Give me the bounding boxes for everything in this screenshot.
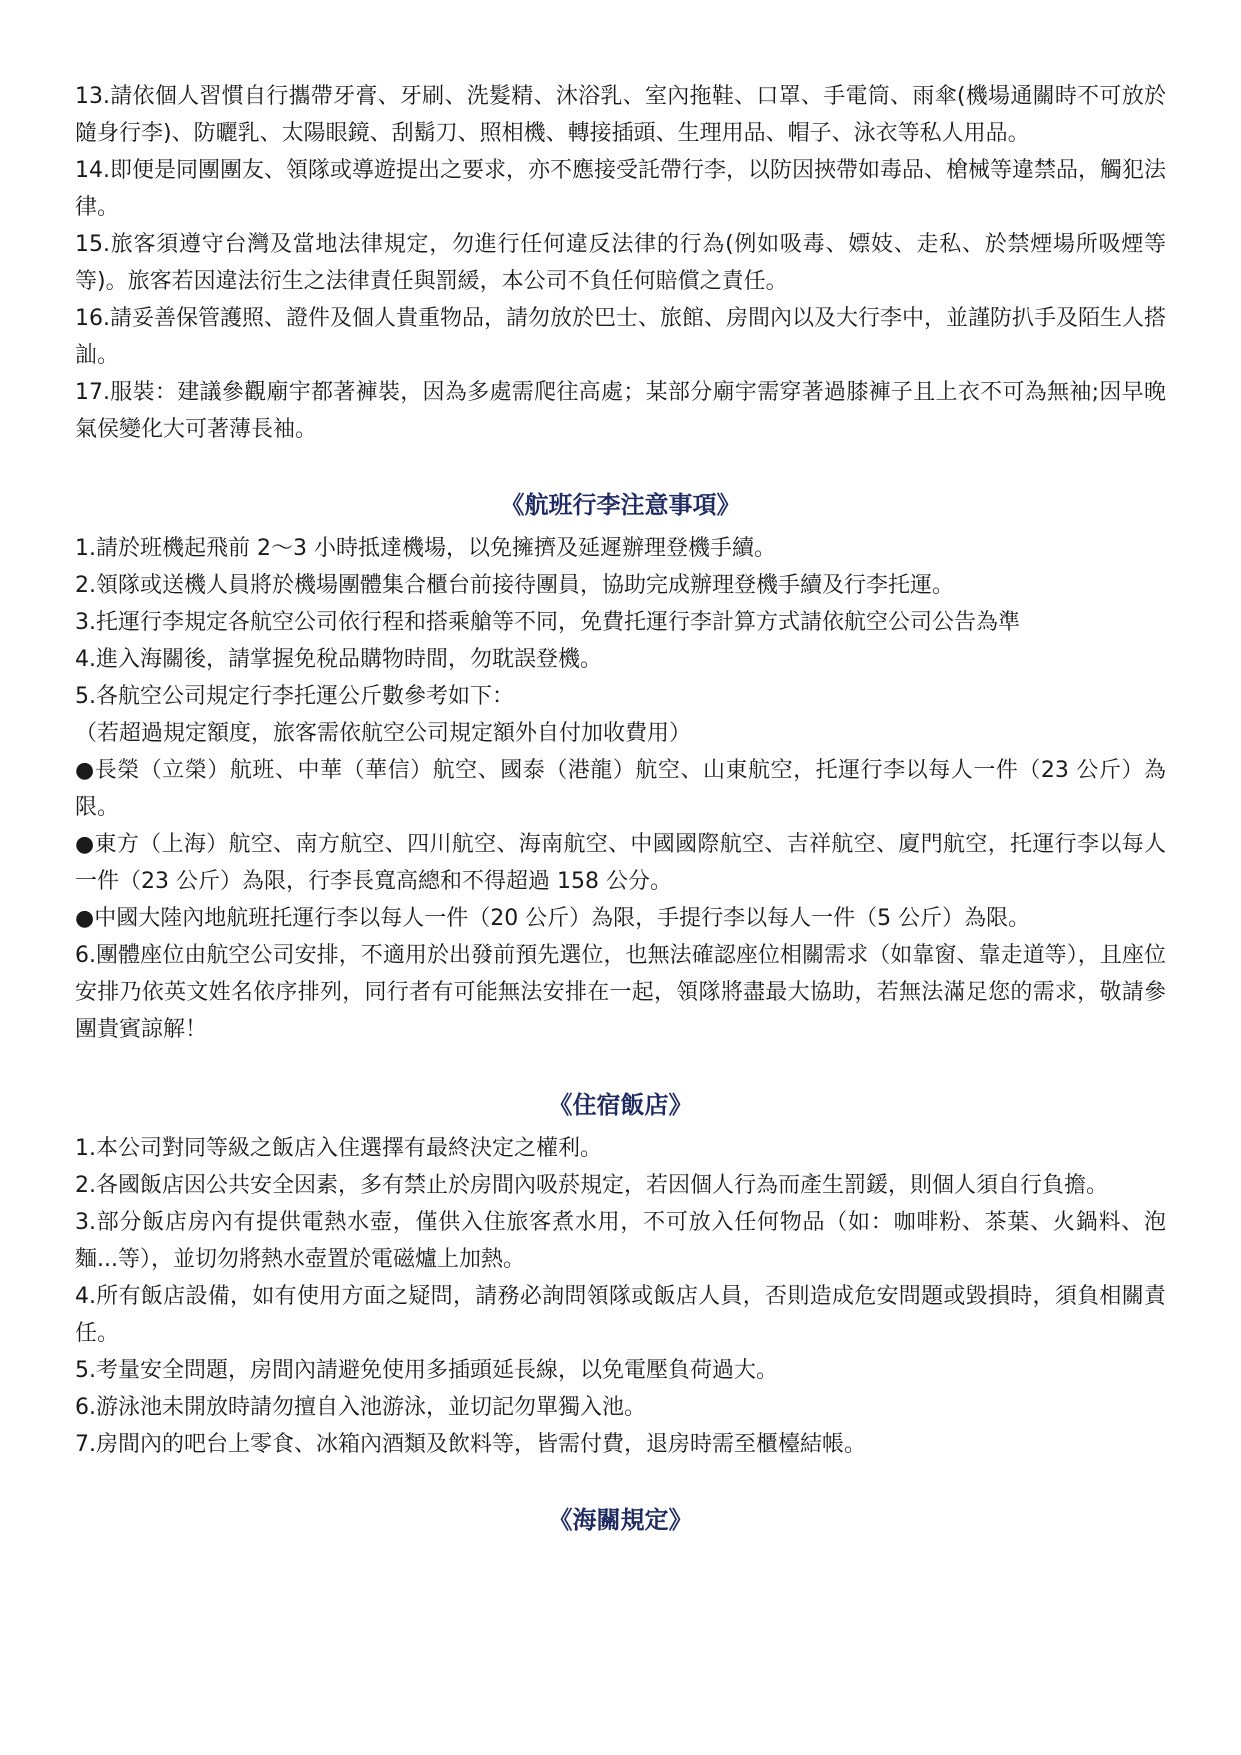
list-item: 3.托運行李規定各航空公司依行程和搭乘艙等不同，免費托運行李計算方式請依航空公司公告為準: [75, 610, 1020, 635]
document-page: [75, 78, 1166, 1545]
section-customs: [75, 1501, 1166, 1539]
list-item: 6.團體座位由航空公司安排，不適用於出發前預先選位，也無法確認座位相關需求（如靠窗、靠走道等），且座位安排乃依英文姓名依序排列，同行者有可能無法安排在一起，領隊將盡最大協助，若無法滿足您的需求，敬請參團貴賓諒解！: [75, 943, 1166, 1042]
list-item: 14.即便是同團團友、領隊或導遊提出之要求，亦不應接受託帶行李，以防因挾帶如毒品、槍械等違禁品，觸犯法律。: [75, 158, 1166, 220]
list-item: 1.本公司對同等級之飯店入住選擇有最終決定之權利。: [75, 1136, 602, 1161]
list-item: 5.考量安全問題，房間內請避免使用多插頭延長線，以免電壓負荷過大。: [75, 1358, 778, 1383]
list-item: 4.所有飯店設備，如有使用方面之疑問，請務必詢問領隊或飯店人員，否則造成危安問題或毀損時，須負相關責任。: [75, 1284, 1166, 1346]
section-general-notes: [75, 78, 1166, 448]
list-item: 13.請依個人習慣自行攜帶牙膏、牙刷、洗髮精、沐浴乳、室內拖鞋、口罩、手電筒、雨傘(機場通關時不可放於隨身行李)、防曬乳、太陽眼鏡、刮鬍刀、照相機、轉接插頭、生理用品、帽子、泳衣等私人用品。: [75, 84, 1166, 146]
list-item: 4.進入海關後，請掌握免稅品購物時間，勿耽誤登機。: [75, 647, 602, 672]
list-item: 5.各航空公司規定行李托運公斤數參考如下：: [75, 684, 514, 709]
list-item: 2.領隊或送機人員將於機場團體集合櫃台前接待團員，協助完成辦理登機手續及行李托運。: [75, 573, 954, 598]
list-item: ●中國大陸內地航班托運行李以每人一件（20 公斤）為限，手提行李以每人一件（5 公斤）為限。: [75, 906, 1031, 931]
list-item: 2.各國飯店因公共安全因素，多有禁止於房間內吸菸規定，若因個人行為而產生罰鍰，則個人須自行負擔。: [75, 1173, 1108, 1198]
list-item: 16.請妥善保管護照、證件及個人貴重物品，請勿放於巴士、旅館、房間內以及大行李中，並謹防扒手及陌生人搭訕。: [75, 306, 1166, 368]
list-item: 17.服裝：建議參觀廟宇都著褲裝，因為多處需爬往高處；某部分廟宇需穿著過膝褲子且上衣不可為無袖;因早晚氣侯變化大可著薄長袖。: [75, 380, 1166, 442]
list-item: （若超過規定額度，旅客需依航空公司規定額外自付加收費用）: [75, 721, 692, 746]
section-heading: 《海關規定》: [548, 1506, 693, 1534]
section-flight-baggage: [75, 486, 1166, 1048]
list-item: 6.游泳池未開放時請勿擅自入池游泳，並切記勿單獨入池。: [75, 1395, 646, 1420]
list-item: 3.部分飯店房內有提供電熱水壺，僅供入住旅客煮水用，不可放入任何物品（如：咖啡粉、茶葉、火鍋料、泡麵...等），並切勿將熱水壺置於電磁爐上加熱。: [75, 1210, 1166, 1272]
section-heading: 《航班行李注意事項》: [500, 491, 741, 519]
list-item: 15.旅客須遵守台灣及當地法律規定，勿進行任何違反法律的行為(例如吸毒、嫖妓、走私、於禁煙場所吸煙等等)。旅客若因違法衍生之法律責任與罰緩，本公司不負任何賠償之責任。: [75, 232, 1166, 294]
list-item: 7.房間內的吧台上零食、冰箱內酒類及飲料等，皆需付費，退房時需至櫃檯結帳。: [75, 1432, 866, 1457]
list-item: ●長榮（立榮）航班、中華（華信）航空、國泰（港龍）航空、山東航空，托運行李以每人一件（23 公斤）為限。: [75, 758, 1166, 820]
list-item: 1.請於班機起飛前 2～3 小時抵達機場，以免擁擠及延遲辦理登機手續。: [75, 536, 776, 561]
list-item: ●東方（上海）航空、南方航空、四川航空、海南航空、中國國際航空、吉祥航空、廈門航空，托運行李以每人一件（23 公斤）為限，行李長寬高總和不得超過 158 公分。: [75, 832, 1166, 894]
section-heading: 《住宿飯店》: [548, 1091, 693, 1119]
section-hotel: [75, 1086, 1166, 1463]
